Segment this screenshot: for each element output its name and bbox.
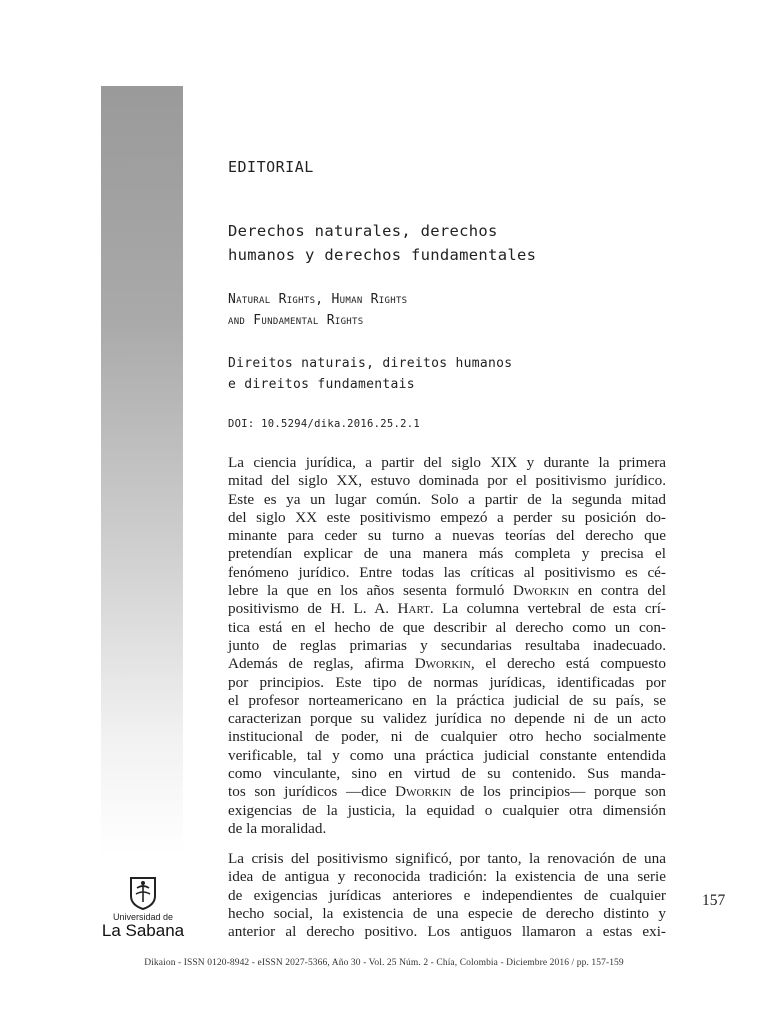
p1-text: lebre la que en los años sesenta formuló — [228, 582, 514, 600]
author-name-dworkin: Dworkin — [395, 783, 452, 801]
p1-line: pretendían explicar de una manera más completa y precisa el — [228, 545, 666, 563]
university-name: La Sabana — [101, 921, 185, 940]
p1-line: Este es ya un lugar común. Solo a partir de la segunda mitad — [228, 490, 666, 508]
p1-line: de la moralidad. — [228, 819, 327, 837]
p1-line: institucional de poder, ni de cualquier otro hecho socialmente — [228, 728, 666, 746]
paragraph-1 — [228, 454, 666, 838]
p1-line: fenómeno jurídico. Entre todas las críticas al positivismo es cé- — [228, 563, 666, 581]
journal-footer: Dikaion - ISSN 0120-8942 - eISSN 2027-5366, Año 30 - Vol. 25 Núm. 2 - Chía, Colombia - Diciembre 2016 / pp. 157-159 — [144, 958, 624, 968]
article-title-pt — [228, 353, 512, 395]
p1-text: , el derecho está compuesto — [470, 655, 666, 673]
title-es-line-2: humanos y derechos fundamentales — [228, 246, 537, 264]
p1-text: Además de reglas, afirma — [228, 655, 415, 673]
title-en-line-1: Natural Rights, Human Rights — [228, 292, 408, 307]
p1-line: tica está en el hecho de que describir al derecho como un con- — [228, 618, 666, 636]
title-pt-line-2: e direitos fundamentais — [228, 377, 415, 392]
title-pt-line-1: Direitos naturais, direitos humanos — [228, 356, 513, 371]
p1-text: en contra del — [569, 582, 666, 600]
university-logo — [101, 876, 185, 944]
p1-line: minante para ceder su turno a nuevas teorías del derecho que — [228, 527, 666, 545]
p1-line — [228, 582, 666, 600]
p1-text: positivismo de H. L. A. — [228, 600, 398, 618]
university-crest-icon — [128, 876, 158, 910]
p1-line — [228, 783, 666, 801]
author-name-dworkin: Dworkin — [414, 655, 471, 673]
title-en-line-2: and Fundamental Rights — [228, 313, 364, 328]
p1-line — [228, 600, 666, 618]
author-name-hart: Hart — [397, 600, 430, 618]
title-es-line-1: Derechos naturales, derechos — [228, 222, 498, 240]
paragraph-2 — [228, 850, 666, 941]
p2-line: idea de antigua y reconocida tradición: la existencia de una serie — [228, 868, 666, 886]
page-number: 157 — [702, 892, 726, 909]
p1-line: exigencias de la justicia, la equidad o cualquier otra dimensión — [228, 801, 666, 819]
p2-line: anterior al derecho positivo. Los antiguos llamaron a estas exi- — [228, 923, 666, 941]
article-title-en — [228, 289, 407, 331]
p2-line: La crisis del positivismo significó, por tanto, la renovación de una — [228, 850, 666, 867]
p1-line: verificable, tal y como una práctica judicial constante entendida — [228, 746, 666, 764]
decorative-gradient-bar — [101, 86, 183, 856]
p1-text: . La columna vertebral de esta crí- — [429, 600, 666, 618]
p2-line: hecho social, la existencia de una especie de derecho distinto y — [228, 904, 666, 922]
p1-line: La ciencia jurídica, a partir del siglo XIX y durante la primera — [228, 454, 666, 471]
p1-line — [228, 655, 666, 673]
p1-line: como vinculante, sino en virtud de su contenido. Sus manda- — [228, 765, 666, 783]
author-name-dworkin: Dworkin — [513, 582, 570, 600]
p1-line: del siglo XX este positivismo empezó a perder su posición do- — [228, 508, 666, 526]
article-title-es — [228, 219, 536, 267]
doi-link[interactable]: DOI: 10.5294/dika.2016.25.2.1 — [228, 418, 421, 430]
p1-line: mitad del siglo XX, estuvo dominada por el positivismo jurídico. — [228, 472, 666, 490]
p1-text: tos son jurídicos —dice — [228, 783, 396, 801]
p1-line: junto de reglas primarias y secundarias resultaba inadecuado. — [228, 636, 666, 654]
p1-line: caracterizan porque su validez jurídica no depende ni de un acto — [228, 710, 666, 728]
p2-line: de exigencias jurídicas anteriores e independientes de cualquier — [228, 886, 666, 904]
p1-line: por principios. Este tipo de normas jurídicas, identificadas por — [228, 673, 666, 691]
p1-line: el profesor norteamericano en la práctica judicial de su país, se — [228, 691, 666, 709]
university-label: Universidad de — [112, 912, 174, 922]
section-label: EDITORIAL — [228, 158, 314, 176]
p1-text: de los principios— porque son — [451, 783, 667, 801]
